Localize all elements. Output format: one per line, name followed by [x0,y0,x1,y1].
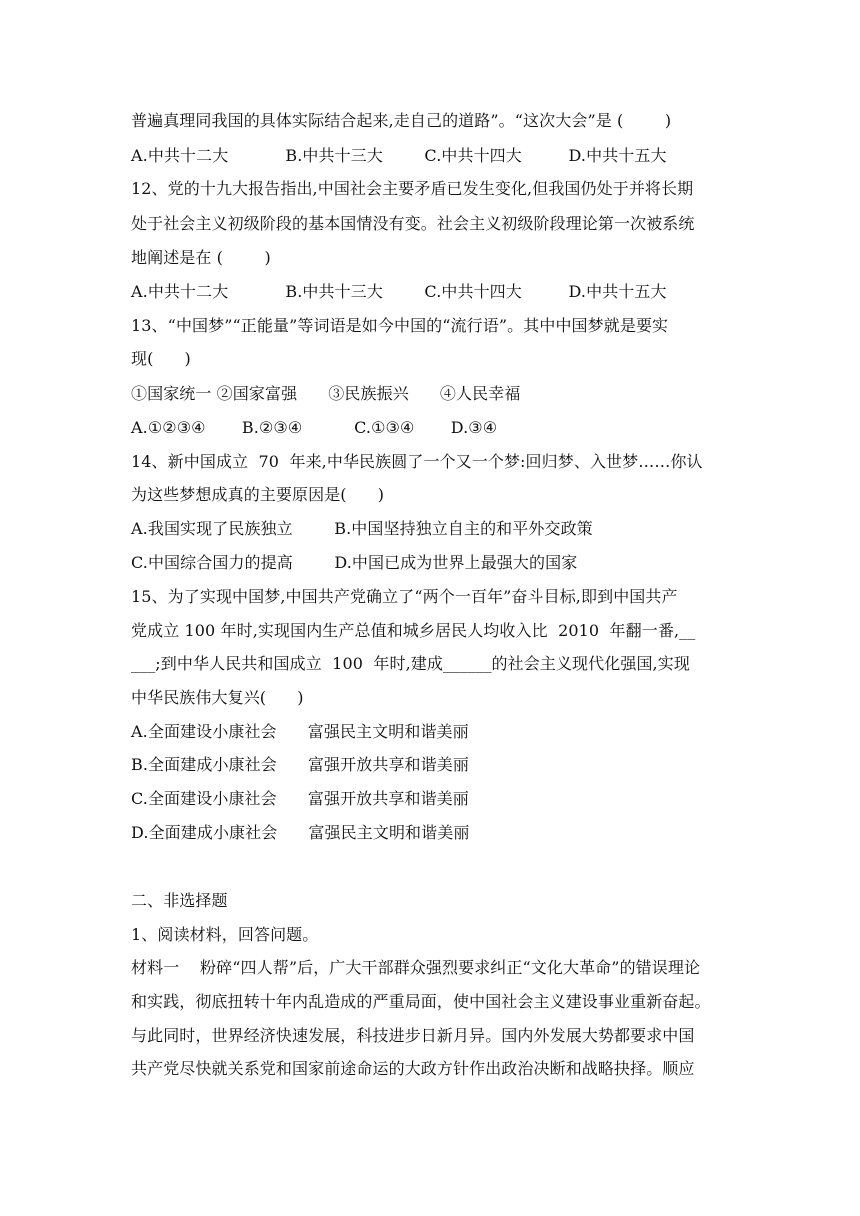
question-15-stem-line-2: 党成立 100 年时,实现国内生产总值和城乡居民人均收入比 2010 年翻一番,__ [131,621,696,640]
question-15-option-c: C.全面建设小康社会 富强开放共享和谐美丽 [131,789,469,808]
question-14-stem-line-1: 14、新中国成立 70 年来,中华民族圆了一个又一个梦:回归梦、入世梦……你认 [131,452,703,471]
material-1-line-2: 和实践，彻底扭转十年内乱造成的严重局面，使中国社会主义建设事业重新奋起。 [131,992,711,1011]
question-15-option-a: A.全面建设小康社会 富强民主文明和谐美丽 [131,722,469,741]
question-15-stem-line-3: ___;到中华人民共和国成立 100 年时,建成______的社会主义现代化强国,实现 [131,654,690,673]
question-1-prompt: 1、阅读材料，回答问题。 [131,925,319,944]
material-1-line-1: 材料一 粉碎“四人帮”后，广大干部群众强烈要求纠正“文化大革命”的错误理论 [131,958,701,977]
question-12-options: A.中共十二大 B.中共十三大 C.中共十四大 D.中共十五大 [131,282,667,301]
question-15-stem-line-1: 15、为了实现中国梦,中国共产党确立了“两个一百年”奋斗目标,即到中国共产 [131,587,678,606]
question-15-option-b: B.全面建成小康社会 富强开放共享和谐美丽 [131,755,469,774]
question-11-options: A.中共十二大 B.中共十三大 C.中共十四大 D.中共十五大 [131,146,667,165]
section-heading: 二、非选择题 [131,891,228,910]
material-1-line-3: 与此同时，世界经济快速发展，科技进步日新月异。国内外发展大势都要求中国 [131,1026,695,1045]
question-14-options-cd: C.中国综合国力的提高 D.中国已成为世界上最强大的国家 [131,553,578,572]
question-14-stem-line-2: 为这些梦想成真的主要原因是( ) [131,485,385,504]
question-11-stem-end: 普遍真理同我国的具体实际结合起来,走自己的道路”。“这次大会”是 ( ) [131,111,672,130]
question-15-option-d: D.全面建成小康社会 富强民主文明和谐美丽 [131,823,470,842]
question-15-stem-line-4: 中华民族伟大复兴( ) [131,688,304,707]
question-14-options-ab: A.我国实现了民族独立 B.中国坚持独立自主的和平外交政策 [131,519,593,538]
question-12-stem-line-1: 12、党的十九大报告指出,中国社会主要矛盾已发生变化,但我国仍处于并将长期 [131,179,694,198]
question-13-options: A.①②③④ B.②③④ C.①③④ D.③④ [131,418,498,437]
question-13-items: ①国家统一 ②国家富强 ③民族振兴 ④人民幸福 [131,384,521,403]
question-13-stem-line-1: 13、“中国梦”“正能量”等词语是如今中国的“流行语”。其中中国梦就是要实 [131,316,669,335]
question-12-stem-line-3: 地阐述是在 ( ) [131,248,271,267]
question-12-stem-line-2: 处于社会主义初级阶段的基本国情没有变。社会主义初级阶段理论第一次被系统 [131,214,695,233]
question-13-stem-line-2: 现( ) [131,349,191,368]
material-1-line-4: 共产党尽快就关系党和国家前途命运的大政方针作出政治决断和战略抉择。顺应 [131,1059,695,1078]
